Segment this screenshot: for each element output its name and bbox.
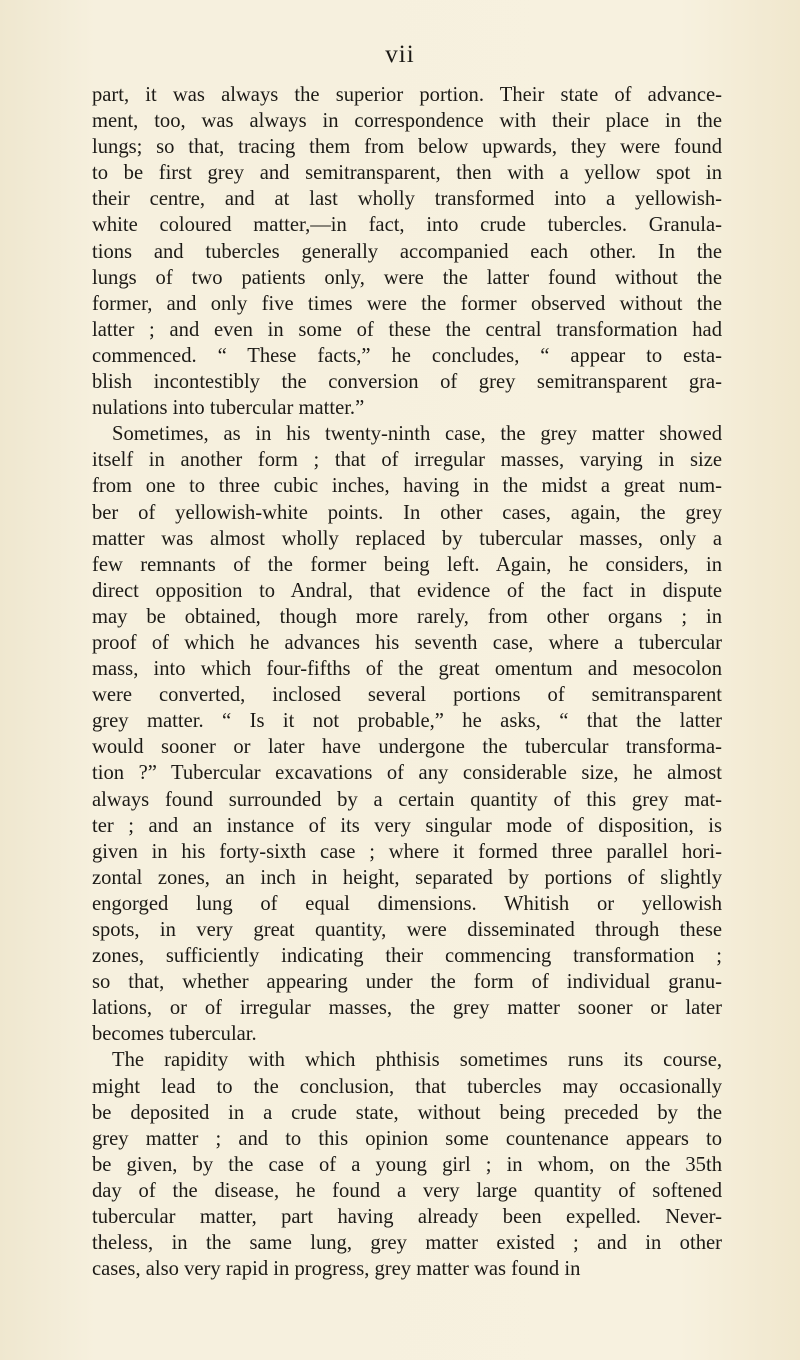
text-line: to be first grey and semitransparent, then with a yellow spot in bbox=[92, 162, 722, 185]
text-line: spots, in very great quantity, were disseminated through these bbox=[92, 919, 722, 941]
text-line: nulations into tubercular matter.” bbox=[92, 397, 365, 420]
text-line: The rapidity with which phthisis sometimes runs its course, bbox=[112, 1049, 722, 1072]
text-line: be given, by the case of a young girl ; in whom, on the 35th bbox=[92, 1153, 722, 1176]
text-line: always found surrounded by a certain quantity of this grey mat- bbox=[92, 788, 722, 811]
text-line: ment, too, was always in correspondence with their place in the bbox=[92, 110, 722, 133]
text-line: day of the disease, he found a very large quantity of softened bbox=[92, 1179, 722, 1202]
text-line: their centre, and at last wholly transformed into a yellowish- bbox=[92, 188, 722, 211]
text-line: commenced. “ These facts,” he concludes, “ appear to esta- bbox=[92, 344, 722, 367]
text-line: be deposited in a crude state, without being preceded by the bbox=[92, 1101, 722, 1124]
text-line: Sometimes, as in his twenty-ninth case, the grey matter showed bbox=[112, 423, 722, 446]
text-line: former, and only five times were the former observed without the bbox=[92, 292, 722, 315]
text-line: itself in another form ; that of irregular masses, varying in size bbox=[92, 449, 722, 472]
text-line: might lead to the conclusion, that tubercles may occasionally bbox=[92, 1075, 722, 1098]
text-line: direct opposition to Andral, that evidence of the fact in dispute bbox=[92, 579, 722, 602]
text-line: part, it was always the superior portion. Their state of advance- bbox=[92, 84, 722, 106]
text-line: white coloured matter,—in fact, into crude tubercles. Granula- bbox=[92, 214, 722, 237]
text-line: lungs of two patients only, were the latter found without the bbox=[92, 266, 722, 289]
text-line: cases, also very rapid in progress, grey matter was found in bbox=[92, 1258, 581, 1281]
text-line: engorged lung of equal dimensions. Whitish or yellowish bbox=[92, 892, 722, 915]
text-line: tions and tubercles generally accompanied each other. In the bbox=[92, 240, 722, 263]
page-number: vii bbox=[385, 41, 415, 68]
text-line: latter ; and even in some of these the central transformation had bbox=[92, 318, 722, 341]
text-line: from one to three cubic inches, having in the midst a great num- bbox=[92, 475, 722, 498]
text-line: zontal zones, an inch in height, separated by portions of slightly bbox=[92, 866, 722, 889]
text-line: tubercular matter, part having already been expelled. Never- bbox=[92, 1206, 722, 1229]
text-line: would sooner or later have undergone the tubercular transforma- bbox=[92, 736, 722, 759]
text-line: zones, sufficiently indicating their commencing transformation ; bbox=[92, 945, 722, 968]
text-line: grey matter. “ Is it not probable,” he asks, “ that the latter bbox=[92, 710, 722, 733]
text-line: lungs; so that, tracing them from below upwards, they were found bbox=[92, 136, 722, 159]
text-line: given in his forty-sixth case ; where it formed three parallel hori- bbox=[92, 840, 722, 863]
text-line: mass, into which four-fifths of the great omentum and mesocolon bbox=[92, 658, 722, 681]
body-text bbox=[92, 82, 722, 1282]
text-line: so that, whether appearing under the form of individual granu- bbox=[92, 971, 722, 994]
text-line: matter was almost wholly replaced by tubercular masses, only a bbox=[92, 527, 722, 550]
text-line: blish incontestibly the conversion of grey semitransparent gra- bbox=[92, 371, 722, 394]
text-line: proof of which he advances his seventh case, where a tubercular bbox=[92, 631, 722, 654]
text-line: tion ?” Tubercular excavations of any considerable size, he almost bbox=[92, 762, 722, 785]
text-line: ber of yellowish-white points. In other cases, again, the grey bbox=[92, 501, 722, 524]
text-line: few remnants of the former being left. Again, he considers, in bbox=[92, 553, 722, 576]
text-line: may be obtained, though more rarely, from other organs ; in bbox=[92, 605, 722, 628]
text-line: were converted, inclosed several portions of semitransparent bbox=[92, 684, 722, 707]
text-line: grey matter ; and to this opinion some countenance appears to bbox=[92, 1127, 722, 1150]
text-line: theless, in the same lung, grey matter existed ; and in other bbox=[92, 1232, 722, 1255]
text-line: lations, or of irregular masses, the grey matter sooner or later bbox=[92, 997, 722, 1020]
text-line: becomes tubercular. bbox=[92, 1023, 257, 1046]
text-line: ter ; and an instance of its very singular mode of disposition, is bbox=[92, 814, 722, 837]
